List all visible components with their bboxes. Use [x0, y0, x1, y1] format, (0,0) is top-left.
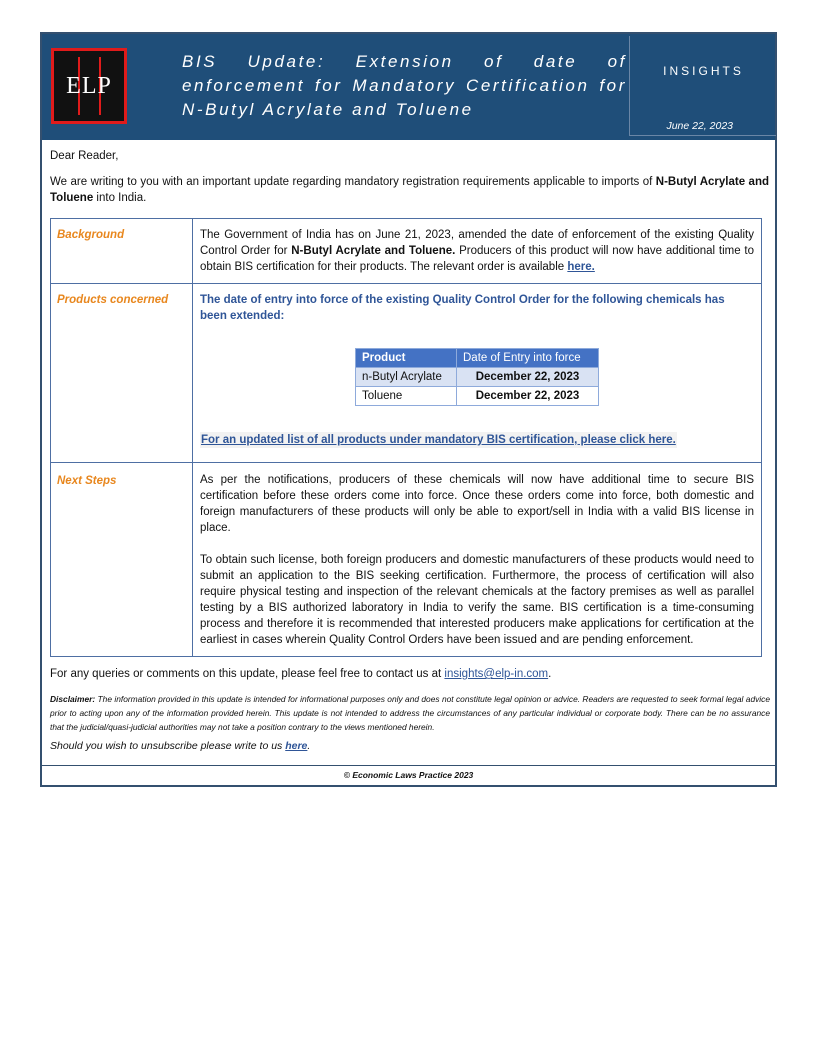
next-steps-row	[51, 463, 762, 657]
intro-text: We are writing to you with an important update regarding mandatory registration requirements applicable to imports of	[50, 176, 656, 188]
background-text-end: Producers of this product will now have additional time to obtain BIS certification for their products. The relevant order is available	[200, 245, 754, 273]
info-table	[50, 218, 762, 657]
table-row	[356, 368, 599, 387]
table-row	[356, 387, 599, 406]
intro-bold-text: N-Butyl Acrylate and Toluene	[50, 176, 769, 204]
products-table-header	[356, 349, 599, 368]
salutation: Dear Reader,	[50, 150, 119, 162]
products-intro: The date of entry into force of the existing Quality Control Order for the following chemicals has been extended:	[200, 294, 725, 322]
intro-text-end: into India.	[93, 192, 147, 204]
next-steps-label: Next Steps	[51, 463, 193, 657]
publication-date: June 22, 2023	[666, 120, 733, 132]
background-text-start: The Government of India has on June 21, 2023, amended the date of enforcement of the existing Quality Control Order for	[200, 229, 754, 257]
products-table	[355, 348, 599, 406]
letter-body	[50, 150, 769, 206]
intro-paragraph	[50, 174, 769, 206]
next-steps-content	[193, 463, 762, 657]
product-name: Toluene	[356, 387, 457, 406]
footer-divider	[42, 765, 775, 766]
background-text	[193, 219, 762, 284]
updated-list-link[interactable]: For an updated list of all products under mandatory BIS certification, please click here.	[201, 434, 676, 446]
contact-end: .	[548, 668, 552, 680]
header-date: Date of Entry into force	[457, 349, 599, 368]
entry-date: December 22, 2023	[457, 368, 599, 387]
disclaimer-text: The information provided in this update is intended for informational purposes only and does not constitute legal opinion or advice. Readers are requested to seek formal legal advice prior to acting upon any of the information provided herein. This update is not intended to address the circumstances of any particular individual or corporate body. There can be no assurance that the judicial/quasi-judicial authorities may not take a position contrary to the views mentioned herein.	[50, 694, 770, 732]
contact-text: For any queries or comments on this update, please feel free to contact us at	[50, 668, 445, 680]
unsubscribe-end: .	[307, 740, 311, 752]
products-content	[193, 284, 762, 463]
elp-logo	[51, 48, 127, 124]
product-name: n-Butyl Acrylate	[356, 368, 457, 387]
order-link[interactable]: here.	[567, 261, 595, 273]
background-label: Background	[51, 219, 193, 284]
footer-copyright: © Economic Laws Practice 2023	[343, 770, 474, 780]
insights-label: INSIGHTS	[663, 64, 744, 78]
disclaimer-label: Disclaimer:	[50, 694, 96, 704]
next-steps-paragraph-2: To obtain such license, both foreign producers and domestic manufacturers of these products would need to submit an application to the BIS seeking certification. Furthermore, the process of certification will also require physical testing and inspection of the relevant chemicals at the factory premises as well as parallel testing by a BIS authorized laboratory in India to verify the same. BIS certification is a time-consuming process and therefore it is recommended that interested producers make applications for certification at the earliest in cases wherein Quality Control Orders have been issued and are pending enforcement.	[200, 554, 754, 646]
background-row	[51, 219, 762, 284]
disclaimer	[50, 692, 770, 734]
background-bold-text: N-Butyl Acrylate and Toluene.	[291, 245, 456, 257]
unsubscribe-line	[50, 740, 310, 752]
logo-text: ELP	[66, 73, 112, 99]
entry-date: December 22, 2023	[457, 387, 599, 406]
email-link[interactable]: insights@elp-in.com	[444, 668, 549, 680]
document-frame	[40, 32, 777, 787]
header-banner	[42, 34, 775, 140]
contact-line	[50, 668, 551, 680]
unsubscribe-text: Should you wish to unsubscribe please write to us	[50, 740, 286, 752]
header-product: Product	[356, 349, 457, 368]
page-title: BIS Update: Extension of date of enforcement for Mandatory Certification for N-Butyl Acrylate and Toluene	[182, 52, 627, 119]
unsubscribe-link[interactable]: here	[285, 740, 308, 752]
products-label: Products concerned	[51, 284, 193, 463]
products-row	[51, 284, 762, 463]
next-steps-paragraph-1: As per the notifications, producers of these chemicals will now have additional time to secure BIS certification before these orders come into force. Once these orders come into force, both domestic and foreign manufacturers of these products will only be able to export/sell in India with a valid BIS license in place.	[200, 474, 754, 534]
